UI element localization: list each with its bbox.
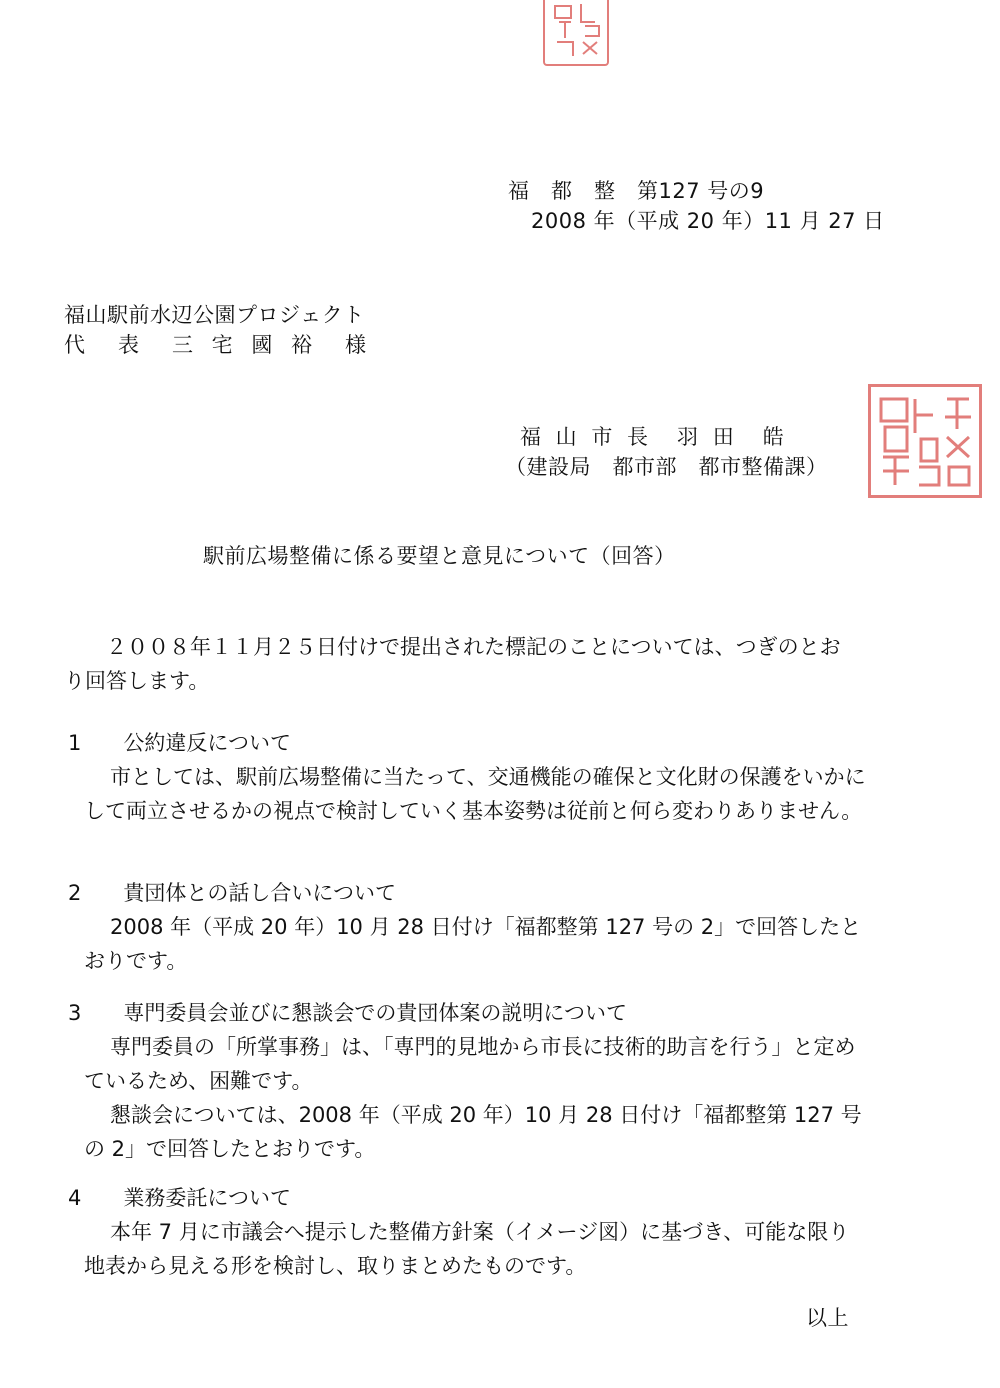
subject-heading: 駅前広場整備に係る要望と意見について（回答） [203,544,676,568]
item-paragraph: 専門委員の「所掌事務」は、「専門的見地から市長に技術的助言を行う」と定めているため、困難です。 [84,1035,856,1093]
seal-stamp-icon [545,0,607,64]
reference-number: 福 都 整 第127 号の9 [508,179,765,203]
item-body [84,1215,868,1283]
item-heading: 4 業務委託について [68,1186,291,1210]
item-paragraph: 市としては、駅前広場整備に当たって、交通機能の確保と文化財の保護をいかにして両立させるかの視点で検討していく基本姿勢は従前と何ら変わりありません。 [84,765,866,823]
intro-paragraph [64,630,860,698]
item-heading: 1 公約違反について [68,731,291,755]
sender-department: （建設局 都市部 都市整備課） [505,455,828,479]
closing-text: 以上 [806,1306,849,1330]
item-heading: 3 専門委員会並びに懇談会での貴団体案の説明について [68,1001,627,1025]
item-paragraph: 懇談会については、2008 年（平成 20 年）10 月 28 日付け「福都整第 127 号の 2」で回答したとおりです。 [84,1103,862,1161]
document-date: 2008 年（平成 20 年）11 月 27 日 [531,209,885,233]
top-seal-stamp [543,0,609,66]
sender-title: 福 山 市 長 羽 田 皓 [520,425,788,449]
item-body [84,760,868,828]
item-paragraph: 2008 年（平成 20 年）10 月 28 日付け「福都整第 127 号の 2」で回答したとおりです。 [84,915,862,973]
mayor-seal-stamp [868,384,982,498]
item-body [84,1030,868,1166]
item-body [84,910,868,978]
seal-stamp-icon [871,387,979,495]
list-item [68,1181,868,1283]
intro-text: ２００８年１１月２５日付けで提出された標記のことについては、つぎのとおり回答します。 [64,635,841,693]
recipient-name: 代 表 三 宅 國 裕 様 [64,333,373,357]
recipient-organization: 福山駅前水辺公園プロジェクト [64,303,365,327]
item-paragraph: 本年 7 月に市議会へ提示した整備方針案（イメージ図）に基づき、可能な限り地表から見える形を検討し、取りまとめたものです。 [84,1220,850,1278]
list-item [68,726,868,828]
list-item [68,996,868,1166]
item-heading: 2 貴団体との話し合いについて [68,881,396,905]
list-item [68,876,868,978]
